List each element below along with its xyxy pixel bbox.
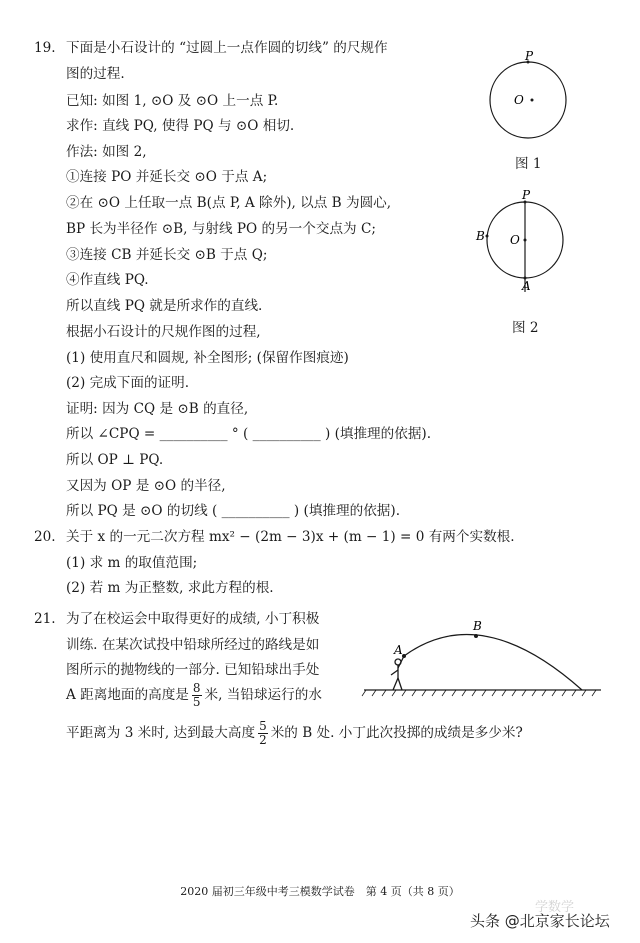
fig2-label-o: O [510, 233, 520, 247]
figure-2-circle [470, 186, 580, 306]
fraction-8-5 [192, 682, 202, 709]
q19-line: 所以 ∠CPQ = __________ ° ( __________ ) (填推理的依据). [66, 426, 432, 442]
fraction-denominator: 5 [192, 695, 201, 709]
fig1-label-o: O [514, 93, 524, 107]
q21-line: 训练. 在某次试投中铅球所经过的路线是如 [66, 637, 320, 653]
shot-label-a: A [394, 643, 403, 657]
q20-line: (1) 求 m 的取值范围; [66, 555, 198, 571]
shot-put-figure [356, 618, 606, 698]
q19-line: 又因为 OP 是 ⊙O 的半径, [66, 478, 226, 494]
figure-2-caption: 图 2 [512, 320, 539, 336]
q21-line [66, 681, 322, 709]
q19-number: 19. [34, 40, 56, 56]
q19-line: 作法: 如图 2, [66, 144, 147, 160]
q21-line [66, 719, 523, 747]
q21-text: A 距离地面的高度是 [66, 687, 189, 703]
q19-line: 所以 PQ 是 ⊙O 的切线 ( __________ ) (填推理的依据). [66, 503, 401, 519]
fig1-label-p: P [525, 49, 534, 63]
q20-line: 关于 x 的一元二次方程 mx² − (2m − 3)x + (m − 1) = 0 有两个实数根. [66, 529, 515, 545]
q19-line: 所以 OP ⊥ PQ. [66, 452, 164, 468]
q19-line: 求作: 直线 PQ, 使得 PQ 与 ⊙O 相切. [66, 118, 295, 134]
q21-text: 平距离为 3 米时, 达到最大高度 [66, 725, 256, 741]
q20-line: (2) 若 m 为正整数, 求此方程的根. [66, 580, 274, 596]
q21-line: 为了在校运会中取得更好的成绩, 小丁积极 [66, 611, 320, 627]
watermark: 头条 @北京家长论坛 [470, 912, 610, 930]
q21-number: 21. [34, 611, 56, 627]
fig2-label-b: B [476, 229, 485, 243]
q19-line: 根据小石设计的尺规作图的过程, [66, 324, 261, 340]
page-footer: 2020 届初三年级中考三模数学试卷 第 4 页（共 8 页） [180, 885, 460, 898]
shot-label-b: B [473, 619, 482, 633]
fraction-5-2 [258, 720, 268, 747]
q19-line: ④作直线 PQ. [66, 272, 149, 288]
q19-line: ③连接 CB 并延长交 ⊙B 于点 Q; [66, 247, 268, 263]
q21-text: 米的 B 处. 小丁此次投掷的成绩是多少米? [270, 725, 523, 741]
q19-line: ②在 ⊙O 上任取一点 B(点 P, A 除外), 以点 B 为圆心, [66, 195, 392, 211]
fraction-numerator: 5 [259, 719, 267, 733]
q19-line: (1) 使用直尺和圆规, 补全图形; (保留作图痕迹) [66, 350, 349, 366]
fraction-denominator: 2 [259, 733, 267, 747]
q19-line: 下面是小石设计的 “过圆上一点作圆的切线” 的尺规作 [66, 40, 388, 56]
fig2-label-p: P [522, 188, 531, 202]
q19-line: ①连接 PO 并延长交 ⊙O 于点 A; [66, 169, 268, 185]
figure-1-circle [478, 48, 578, 148]
q19-line: 证明: 因为 CQ 是 ⊙B 的直径, [66, 401, 249, 417]
q19-line: (2) 完成下面的证明. [66, 375, 190, 391]
q21-text: 米, 当铅球运行的水 [204, 687, 322, 703]
fig2-label-a: A [522, 279, 531, 293]
q19-line: BP 长为半径作 ⊙B, 与射线 PO 的另一个交点为 C; [66, 221, 376, 237]
fraction-numerator: 8 [192, 681, 201, 695]
q21-line: 图所示的抛物线的一部分. 已知铅球出手处 [66, 662, 320, 678]
figure-1-caption: 图 1 [515, 156, 542, 172]
q19-line: 已知: 如图 1, ⊙O 及 ⊙O 上一点 P. [66, 93, 279, 109]
q20-number: 20. [34, 529, 56, 545]
q19-line: 所以直线 PQ 就是所求作的直线. [66, 298, 263, 314]
faint-watermark: 学数学 [535, 900, 575, 915]
q19-line: 图的过程. [66, 66, 125, 82]
